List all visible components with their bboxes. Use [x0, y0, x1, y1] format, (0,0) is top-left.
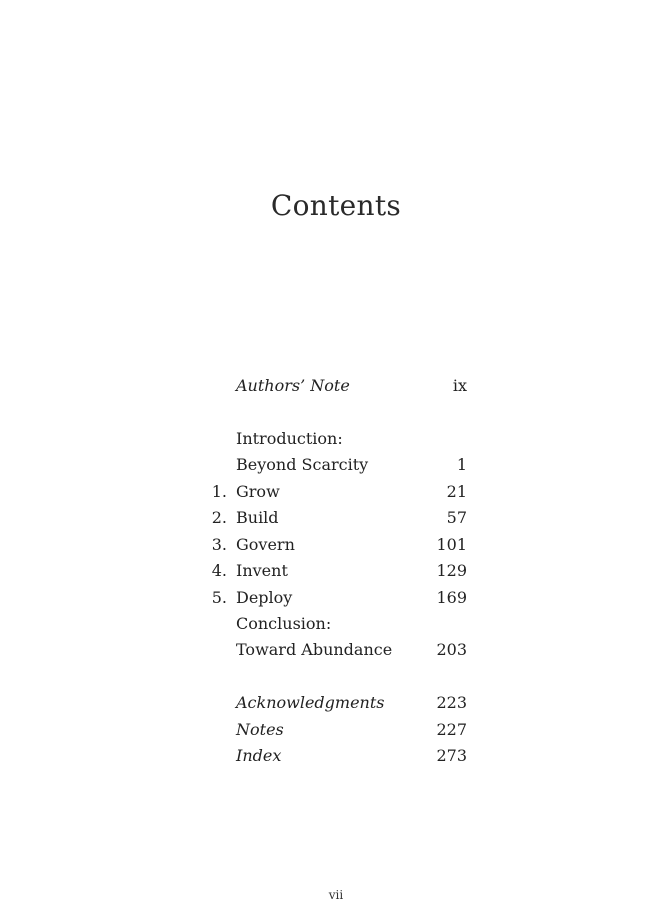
toc-entry-page: 1 — [456, 455, 467, 474]
toc-entry-introduction — [0, 427, 672, 451]
toc-entry-chapter-4 — [0, 559, 672, 583]
chapter-number: 1. — [211, 482, 227, 501]
toc-entry-page: 169 — [436, 588, 467, 607]
toc-entry-page: 227 — [436, 720, 467, 739]
toc-entry-label: Index — [236, 746, 282, 765]
toc-entry-label: Deploy — [236, 588, 293, 607]
chapter-number: 4. — [211, 561, 227, 580]
toc-entry-label: Invent — [236, 561, 288, 580]
toc-entry-label: Govern — [236, 535, 295, 554]
toc-entry-label: Build — [236, 508, 279, 527]
toc-entry-page: 273 — [436, 746, 467, 765]
toc-entry-index — [0, 744, 672, 768]
toc-entry-label: Authors’ Note — [236, 376, 350, 395]
toc-entry-page: 101 — [436, 535, 467, 554]
toc-entry-page: 223 — [436, 693, 467, 712]
toc-entry-chapter-3 — [0, 533, 672, 557]
toc-entry-authors-note — [0, 374, 672, 398]
toc-entry-page: 21 — [446, 482, 467, 501]
toc-entry-label: Toward Abundance — [236, 640, 393, 659]
toc-entry-label: Conclusion: — [236, 614, 332, 633]
toc-entry-page: 129 — [436, 561, 467, 580]
page-title: Contents — [270, 189, 402, 222]
toc-entry-chapter-5 — [0, 586, 672, 610]
toc-entry-notes — [0, 718, 672, 742]
toc-entry-chapter-2 — [0, 506, 672, 530]
toc-entry-introduction-subtitle — [0, 453, 672, 477]
toc-entry-conclusion — [0, 612, 672, 636]
chapter-number: 5. — [211, 588, 227, 607]
toc-entry-label: Acknowledgments — [236, 693, 385, 712]
toc-entry-page: 57 — [446, 508, 467, 527]
toc-entry-page: ix — [452, 376, 467, 395]
chapter-number: 2. — [211, 508, 227, 527]
toc-entry-label: Beyond Scarcity — [236, 455, 369, 474]
toc-entry-acknowledgments — [0, 691, 672, 715]
toc-entry-page: 203 — [436, 640, 467, 659]
toc-entry-label: Grow — [236, 482, 280, 501]
toc-entry-label: Notes — [236, 720, 284, 739]
page-number: vii — [328, 888, 344, 902]
toc-entry-conclusion-subtitle — [0, 638, 672, 662]
toc-entry-label: Introduction: — [236, 429, 343, 448]
chapter-number: 3. — [211, 535, 227, 554]
toc-entry-chapter-1 — [0, 480, 672, 504]
